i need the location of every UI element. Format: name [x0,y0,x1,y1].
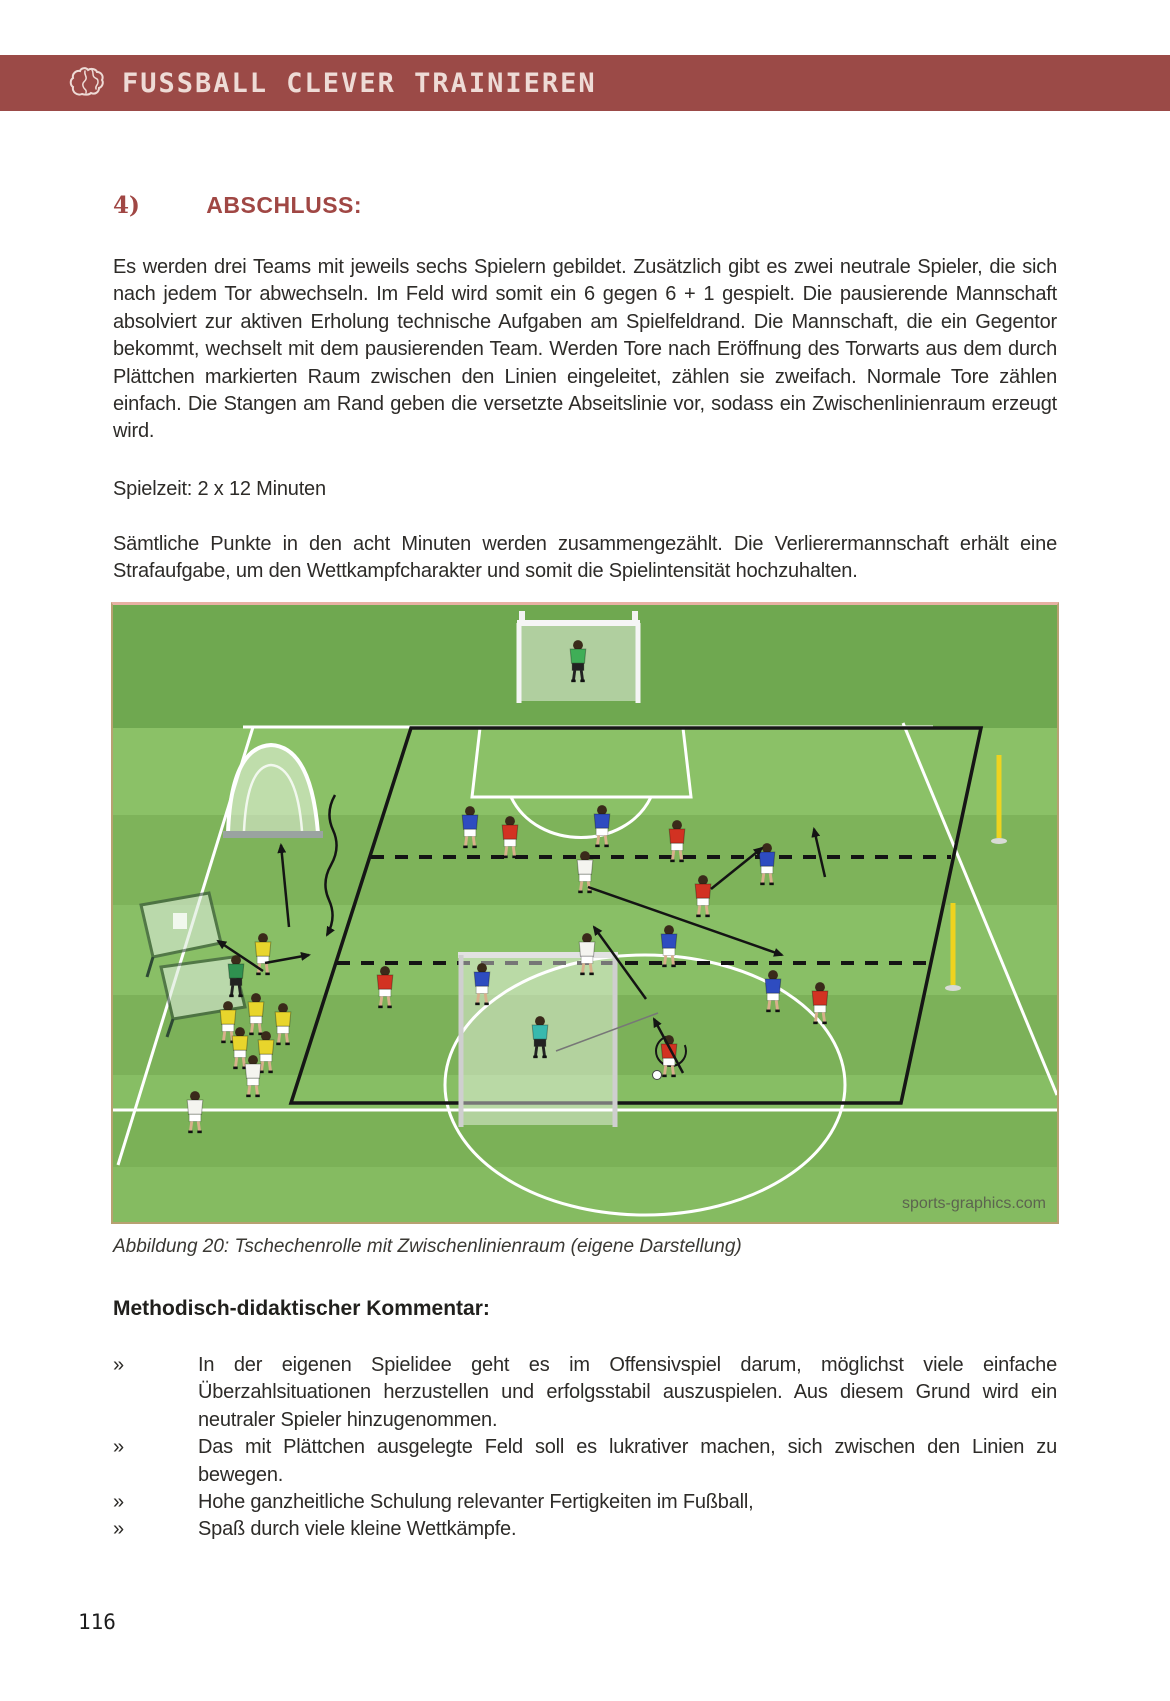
bullet-text: In der eigenen Spielidee geht es im Offensivspiel darum, möglichst viele einfache Überzahlsituationen herzustellen und erfolgsstabil auszuspielen. Aus diesem Grund wird ein neutraler Spieler hinzugenommen. [198,1354,1057,1431]
brain-icon [68,65,108,101]
bullet-text: Hohe ganzheitliche Schulung relevanter Fertigkeiten im Fußball, [198,1491,754,1514]
pole-base [945,985,961,991]
bullet-marker: » [113,1491,125,1514]
bullet-marker: » [113,1518,125,1541]
bullet-item [113,1489,1057,1516]
bullet-text: Das mit Plättchen ausgelegte Feld soll es lukrativer machen, sich zwischen den Linien zu bewegen. [198,1436,1057,1486]
page-number: 116 [78,1610,116,1634]
bullet-marker: » [113,1354,125,1376]
bullet-text: Spaß durch viele kleine Wettkämpfe. [198,1518,517,1541]
pole-base [991,838,1007,844]
section-title: ABSCHLUSS: [206,192,363,218]
playtime-line: Spielzeit: 2 x 12 Minuten [113,478,326,500]
bullet-item [113,1352,1057,1434]
section-heading [113,192,362,219]
bullet-marker: » [113,1436,125,1459]
figure-caption: Abbildung 20: Tschechenrolle mit Zwischenlinienraum (eigene Darstellung) [113,1236,742,1257]
comment-heading: Methodisch-didaktischer Kommentar: [113,1297,490,1320]
tactics-figure [111,602,1059,1224]
watermark: sports-graphics.com [901,1195,1046,1212]
header-title: FUSSBALL CLEVER TRAINIEREN [122,67,597,99]
pitch-diagram [113,605,1057,1222]
bullet-item [113,1516,1057,1543]
ball [653,1071,662,1080]
bullet-item [113,1434,1057,1489]
paragraph-rules: Es werden drei Teams mit jeweils sechs Spielern gebildet. Zusätzlich gibt es zwei neutrale Spieler, die sich nach jedem Tor abwechseln. Im Feld wird somit ein 6 gegen 6 + 1 gespielt. Die pausierende Mannschaft absolviert zur aktiven Erholung technische Aufgaben am Spielfeldrand. Die Mannschaft, die ein Gegentor bekommt, wechselt mit dem pausierenden Team. Werden Tore nach Eröffnung des Torwarts aus dem durch Plättchen markierten Raum zwischen den Linien eingeleitet, zählen sie zweifach. Normale Tore zählen einfach. Die Stangen am Rand geben die versetzte Abseitslinie vor, sodass ein Zwischenlinienraum erzeugt wird. [113,256,1057,443]
bullet-list [113,1352,1057,1544]
paragraph-scoring: Sämtliche Punkte in den acht Minuten werden zusammengezählt. Die Verlierermannschaft erhält eine Strafaufgabe, um den Wettkampfcharakter und somit die Spielintensität hochzuhalten. [113,533,1057,583]
header-bar [0,55,1170,111]
section-number: 4) [113,192,140,219]
